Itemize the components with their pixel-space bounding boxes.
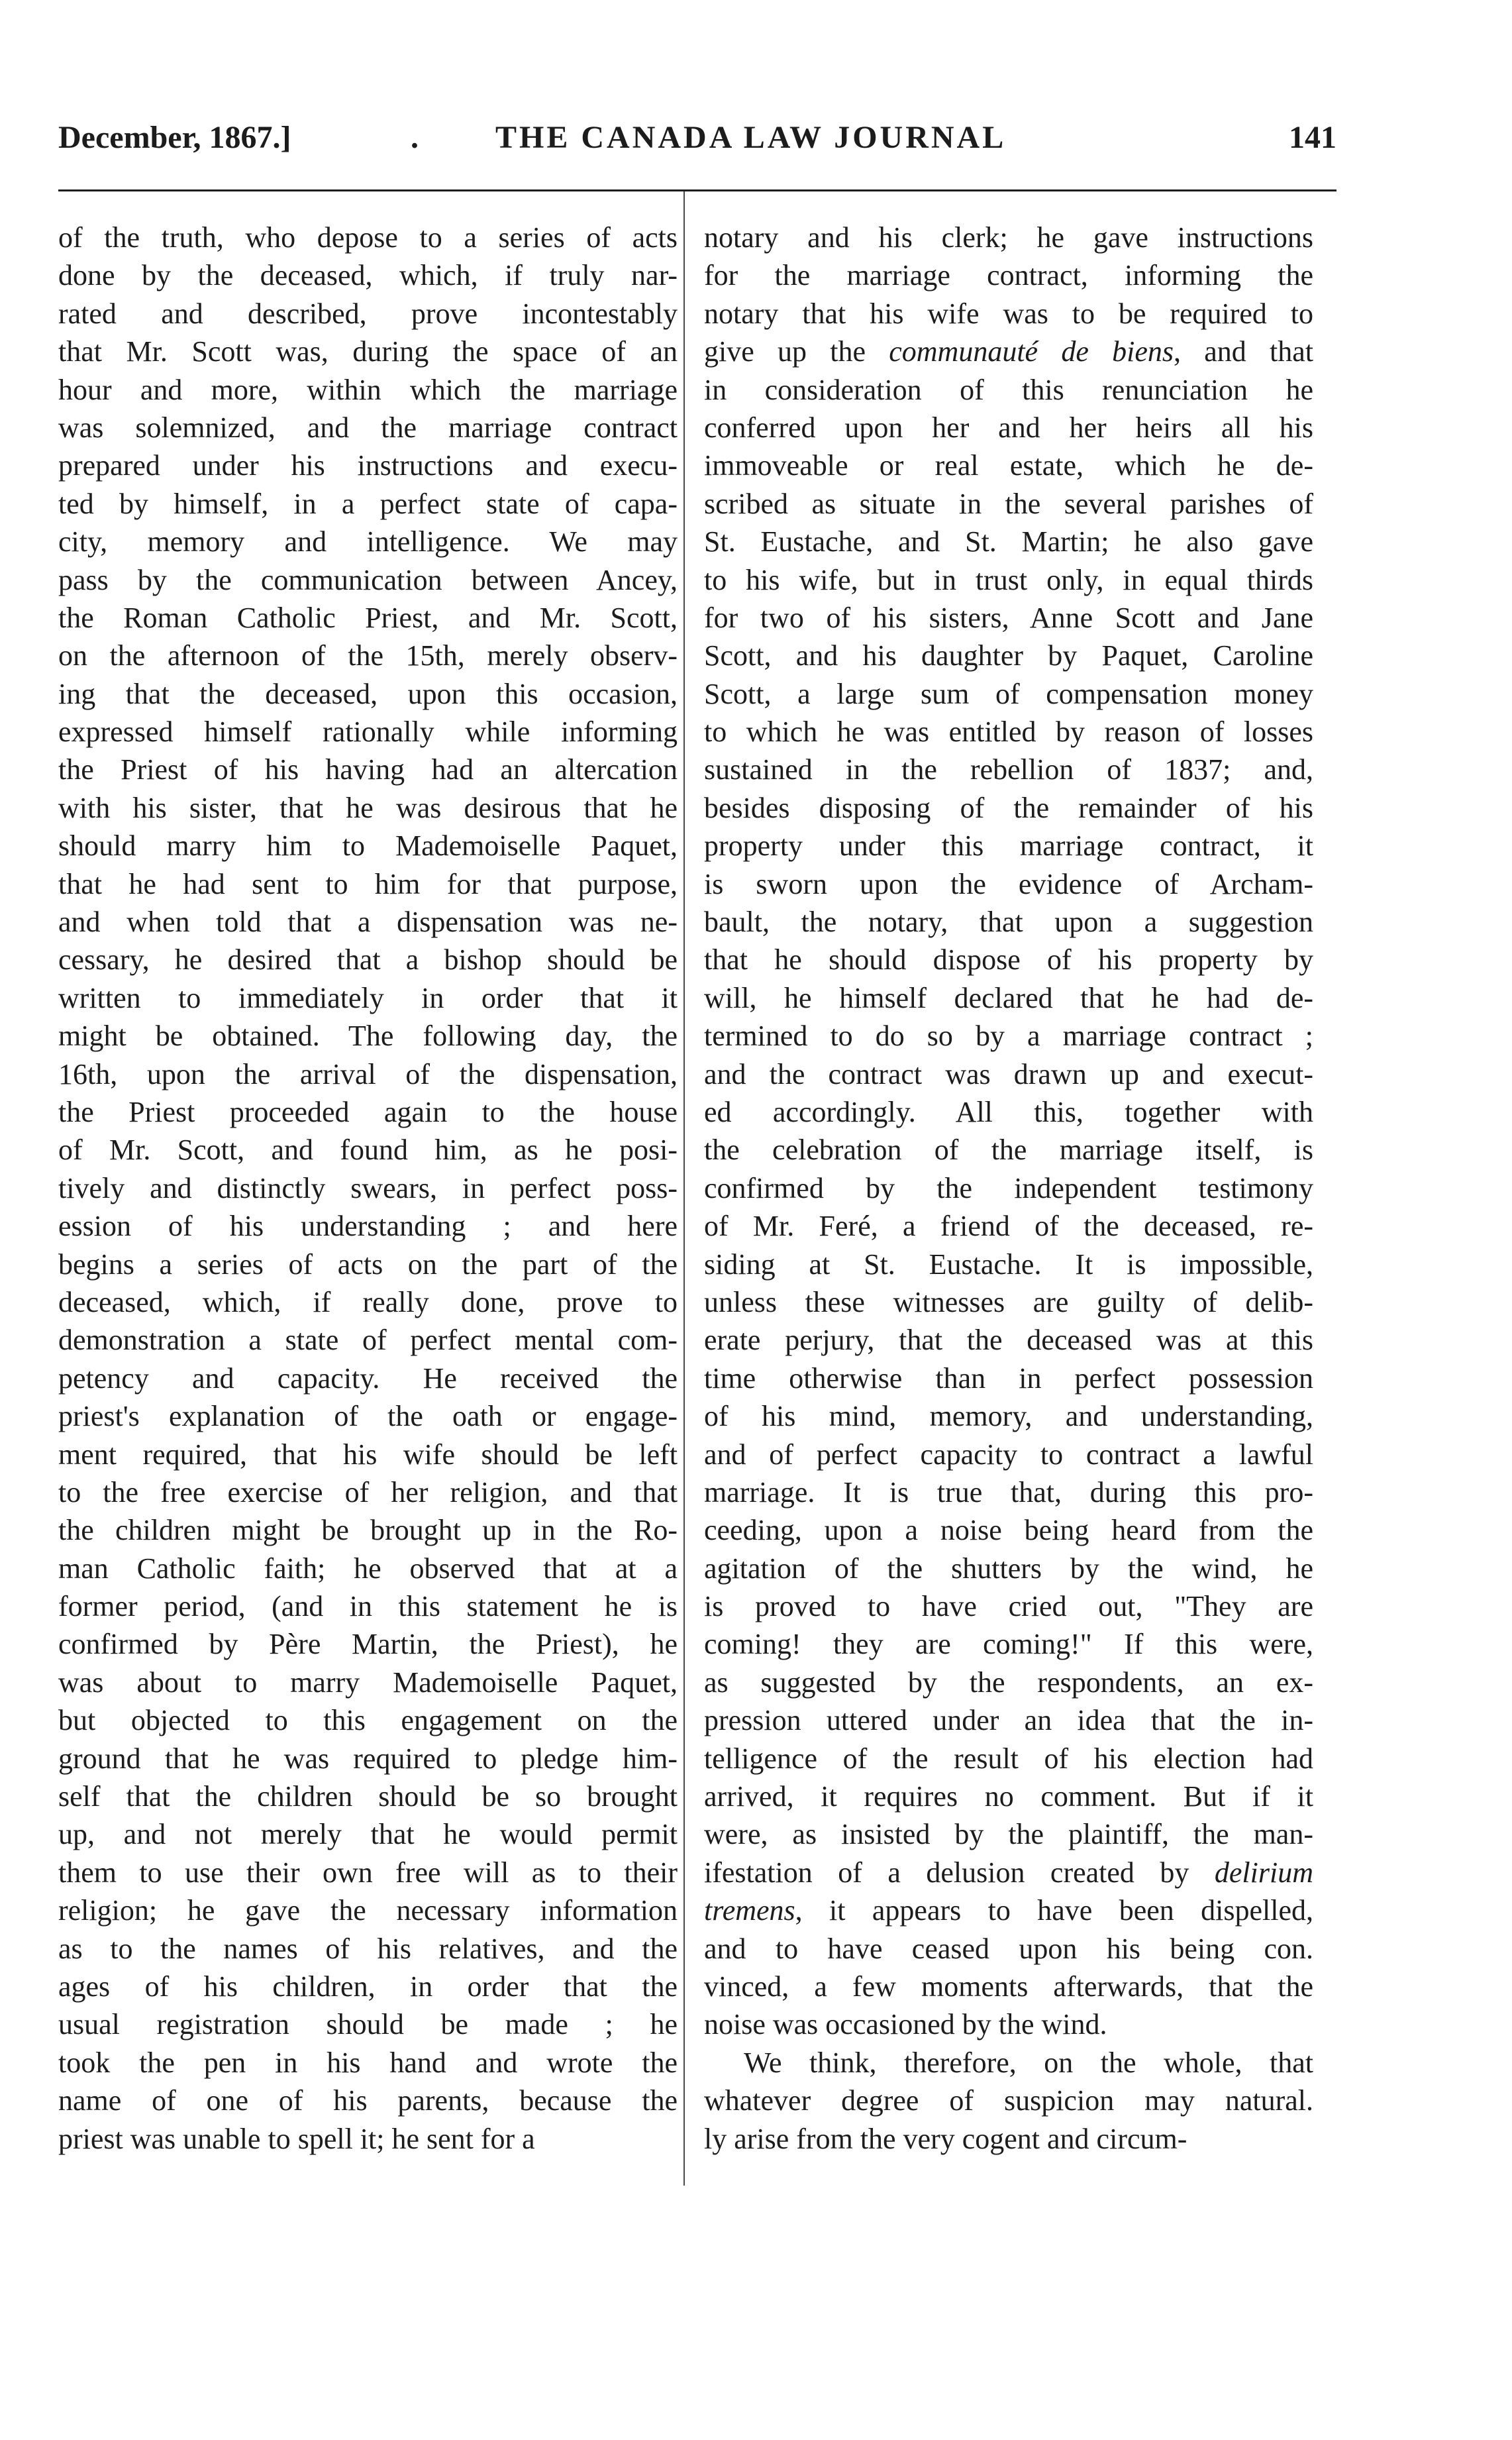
text-line: to the free exercise of her religion, and that xyxy=(58,1475,678,1509)
text-line: pass by the communication between Ancey, xyxy=(58,563,678,596)
text-line: scribed as situate in the several parishes of xyxy=(704,487,1313,520)
text-line: on the afternoon of the 15th, merely observ- xyxy=(58,639,678,672)
text-line: for the marriage contract, informing the xyxy=(704,259,1313,292)
text-line: besides disposing of the remainder of his xyxy=(704,791,1313,824)
text-line: is sworn upon the evidence of Archam- xyxy=(704,867,1313,900)
text-line: up, and not merely that he would permit xyxy=(58,1818,678,1851)
text-line: ted by himself, in a perfect state of capa- xyxy=(58,487,678,520)
text-line: were, as insisted by the plaintiff, the man- xyxy=(704,1818,1313,1851)
text-line: ly arise from the very cogent and circum- xyxy=(704,2122,1187,2155)
text-line: noise was occasioned by the wind. xyxy=(704,2008,1107,2041)
text-line: and to have ceased upon his being con. xyxy=(704,1932,1313,1965)
text-line: usual registration should be made ; he xyxy=(58,2008,678,2041)
text-line: ages of his children, in order that the xyxy=(58,1970,678,2003)
text-line: done by the deceased, which, if truly nar- xyxy=(58,259,678,292)
text-line: hour and more, within which the marriage xyxy=(58,373,678,406)
text-line: written to immediately in order that it xyxy=(58,981,678,1014)
left-column xyxy=(58,219,678,2158)
text-line: pression uttered under an idea that the in- xyxy=(704,1704,1313,1737)
text-line: should marry him to Mademoiselle Paquet, xyxy=(58,829,678,863)
text-line: We think, therefore, on the whole, that xyxy=(744,2046,1313,2079)
text-line: city, memory and intelligence. We may xyxy=(58,525,678,558)
text-line: is proved to have cried out, "They are xyxy=(704,1590,1313,1623)
text-line: confirmed by Père Martin, the Priest), he xyxy=(58,1628,678,1661)
text-line: ifestation of a delusion created by delirium xyxy=(704,1856,1313,1889)
text-line: the children might be brought up in the Ro- xyxy=(58,1514,678,1547)
text-line: the Priest of his having had an altercation xyxy=(58,753,678,786)
text-line: name of one of his parents, because the xyxy=(58,2084,678,2117)
text-line: ession of his understanding ; and here xyxy=(58,1210,678,1243)
text-line: 16th, upon the arrival of the dispensation, xyxy=(58,1057,678,1090)
text-line: immoveable or real estate, which he de- xyxy=(704,449,1313,482)
text-line: in consideration of this renunciation he xyxy=(704,373,1313,406)
text-line: erate perjury, that the deceased was at this xyxy=(704,1324,1313,1357)
text-line: ing that the deceased, upon this occasion, xyxy=(58,677,678,710)
text-line: sustained in the rebellion of 1837; and, xyxy=(704,753,1313,786)
text-line: siding at St. Eustache. It is impossible, xyxy=(704,1247,1313,1281)
text-line: give up the communauté de biens, and that xyxy=(704,335,1313,368)
header-dot: . xyxy=(411,120,419,155)
text-line: petency and capacity. He received the xyxy=(58,1361,678,1395)
text-line: will, he himself declared that he had de- xyxy=(704,981,1313,1014)
text-line: but objected to this engagement on the xyxy=(58,1704,678,1737)
text-line: with his sister, that he was desirous that he xyxy=(58,791,678,824)
text-line: telligence of the result of his election had xyxy=(704,1742,1313,1775)
text-line: rated and described, prove incontestably xyxy=(58,297,678,330)
text-line: religion; he gave the necessary information xyxy=(58,1894,678,1927)
text-line: vinced, a few moments afterwards, that the xyxy=(704,1970,1313,2003)
text-line: that he had sent to him for that purpose, xyxy=(58,867,678,900)
text-line: priest was unable to spell it; he sent for a xyxy=(58,2122,535,2155)
text-line: tremens, it appears to have been dispelled, xyxy=(704,1894,1313,1927)
text-line: ground that he was required to pledge him- xyxy=(58,1742,678,1775)
text-line: begins a series of acts on the part of the xyxy=(58,1247,678,1281)
text-line: time otherwise than in perfect possession xyxy=(704,1361,1313,1395)
text-line: might be obtained. The following day, the xyxy=(58,1020,678,1053)
text-line: St. Eustache, and St. Martin; he also gave xyxy=(704,525,1313,558)
text-line: as to the names of his relatives, and the xyxy=(58,1932,678,1965)
text-line: self that the children should be so brought xyxy=(58,1780,678,1813)
text-line: deceased, which, if really done, prove to xyxy=(58,1285,678,1318)
text-line: ceeding, upon a noise being heard from the xyxy=(704,1514,1313,1547)
text-line: tively and distinctly swears, in perfect poss- xyxy=(58,1171,678,1204)
text-line: for two of his sisters, Anne Scott and Jane xyxy=(704,601,1313,634)
text-line: ed accordingly. All this, together with xyxy=(704,1095,1313,1128)
text-line: and when told that a dispensation was ne- xyxy=(58,906,678,939)
text-line: was about to marry Mademoiselle Paquet, xyxy=(58,1666,678,1699)
text-line: termined to do so by a marriage contract ; xyxy=(704,1020,1313,1053)
italic-term: tremens xyxy=(704,1894,795,1927)
italic-term: communauté de biens xyxy=(889,335,1174,368)
text-line: that Mr. Scott was, during the space of an xyxy=(58,335,678,368)
column-divider xyxy=(683,191,685,2186)
text-line: notary that his wife was to be required to xyxy=(704,297,1313,330)
text-line: that he should dispose of his property by xyxy=(704,943,1313,977)
text-line: arrived, it requires no comment. But if it xyxy=(704,1780,1313,1813)
right-column xyxy=(704,219,1313,2158)
header-rule xyxy=(58,189,1336,191)
text-line: and the contract was drawn up and execut- xyxy=(704,1057,1313,1090)
text-line: notary and his clerk; he gave instructions xyxy=(704,221,1313,254)
text-line: whatever degree of suspicion may natural. xyxy=(704,2084,1313,2117)
text-line: former period, (and in this statement he is xyxy=(58,1590,678,1623)
italic-term: delirium xyxy=(1214,1856,1313,1889)
text-line: cessary, he desired that a bishop should be xyxy=(58,943,678,977)
text-line: to which he was entitled by reason of losses xyxy=(704,716,1313,749)
text-line: agitation of the shutters by the wind, he xyxy=(704,1552,1313,1585)
text-line: property under this marriage contract, it xyxy=(704,829,1313,863)
text-line: and of perfect capacity to contract a lawful xyxy=(704,1438,1313,1471)
text-line: confirmed by the independent testimony xyxy=(704,1171,1313,1204)
header-date: December, 1867.] xyxy=(58,120,291,155)
text-line: to his wife, but in trust only, in equal thirds xyxy=(704,563,1313,596)
running-header xyxy=(58,114,1336,162)
text-line: conferred upon her and her heirs all his xyxy=(704,411,1313,444)
text-line: ment required, that his wife should be left xyxy=(58,1438,678,1471)
text-line: marriage. It is true that, during this pro- xyxy=(704,1475,1313,1509)
text-line: the Priest proceeded again to the house xyxy=(58,1095,678,1128)
text-line: as suggested by the respondents, an ex- xyxy=(704,1666,1313,1699)
text-line: coming! they are coming!" If this were, xyxy=(704,1628,1313,1661)
text-line: man Catholic faith; he observed that at a xyxy=(58,1552,678,1585)
text-line: was solemnized, and the marriage contract xyxy=(58,411,678,444)
text-line: prepared under his instructions and execu- xyxy=(58,449,678,482)
text-line: them to use their own free will as to their xyxy=(58,1856,678,1889)
text-line: Scott, and his daughter by Paquet, Caroline xyxy=(704,639,1313,672)
text-line: of Mr. Scott, and found him, as he posi- xyxy=(58,1134,678,1167)
text-line: priest's explanation of the oath or engage- xyxy=(58,1400,678,1433)
text-line: demonstration a state of perfect mental com- xyxy=(58,1324,678,1357)
text-line: expressed himself rationally while informing xyxy=(58,716,678,749)
text-line: of his mind, memory, and understanding, xyxy=(704,1400,1313,1433)
journal-title: THE CANADA LAW JOURNAL xyxy=(495,120,1007,155)
text-line: took the pen in his hand and wrote the xyxy=(58,2046,678,2079)
text-line: unless these witnesses are guilty of delib- xyxy=(704,1285,1313,1318)
text-line: of Mr. Feré, a friend of the deceased, re- xyxy=(704,1210,1313,1243)
text-line: bault, the notary, that upon a suggestion xyxy=(704,906,1313,939)
text-line: the Roman Catholic Priest, and Mr. Scott, xyxy=(58,601,678,634)
text-line: Scott, a large sum of compensation money xyxy=(704,677,1313,710)
text-line: of the truth, who depose to a series of acts xyxy=(58,221,678,254)
text-line: the celebration of the marriage itself, is xyxy=(704,1134,1313,1167)
page-number: 141 xyxy=(1289,120,1336,155)
